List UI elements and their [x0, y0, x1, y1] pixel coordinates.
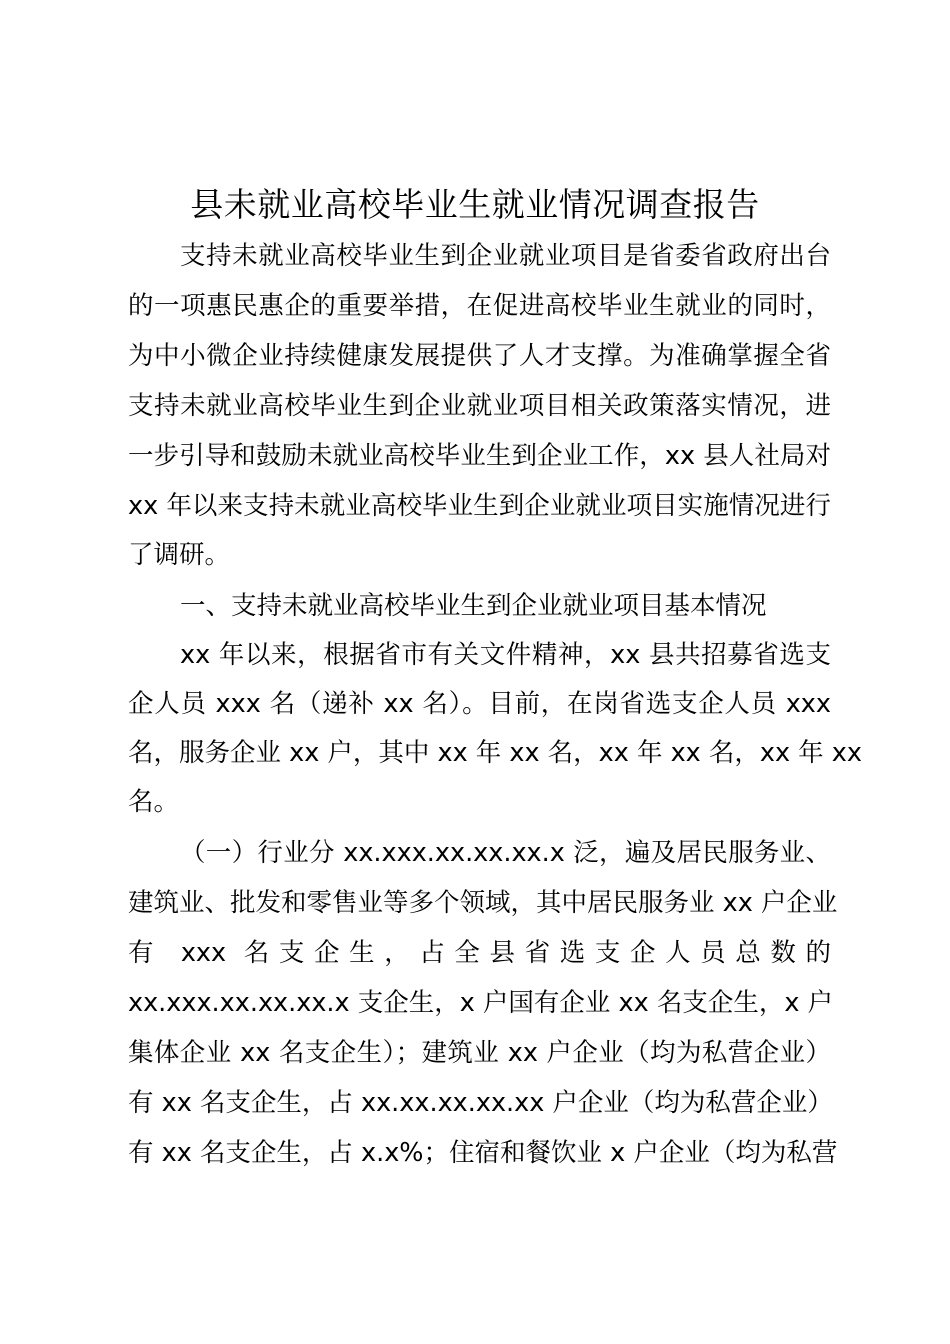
paragraph-1-line-6: xx 年以来支持未就业高校毕业生到企业就业项目实施情况进行	[128, 491, 831, 521]
paragraph-1-line-1: 支持未就业高校毕业生到企业就业项目是省委省政府出台	[180, 241, 831, 271]
paragraph-3-line-3: 有 xxx 名支企生，占全县省选支企人员总数的	[128, 938, 831, 968]
paragraph-1-line-4: 支持未就业高校毕业生到企业就业项目相关政策落实情况，进	[128, 391, 831, 421]
paragraph-1-line-2: 的一项惠民惠企的重要举措，在促进高校毕业生就业的同时，	[128, 291, 831, 321]
paragraph-1-line-3: 为中小微企业持续健康发展提供了人才支撑。为准确掌握全省	[128, 341, 831, 371]
paragraph-2-line-1: xx 年以来，根据省市有关文件精神，xx 县共招募省选支	[180, 640, 831, 670]
paragraph-1-line-5: 一步引导和鼓励未就业高校毕业生到企业工作，xx 县人社局对	[128, 441, 831, 471]
paragraph-3-line-1: （一）行业分 xx.xxx.xx.xx.xx.x 泛，遍及居民服务业、	[180, 838, 831, 868]
paragraph-2-line-4: 名。	[128, 787, 180, 817]
paragraph-2-line-3: 名，服务企业 xx 户，其中 xx 年 xx 名，xx 年 xx 名，xx 年 xx	[128, 738, 862, 768]
paragraph-1-line-7: 了调研。	[128, 540, 231, 570]
paragraph-3-line-4: xx.xxx.xx.xx.xx.x 支企生，x 户国有企业 xx 名支企生，x 户	[128, 988, 834, 1018]
paragraph-2-line-2: 企人员 xxx 名（递补 xx 名）。目前，在岗省选支企人员 xxx	[128, 689, 831, 719]
paragraph-3-line-5: 集体企业 xx 名支企生）；建筑业 xx 户企业（均为私营企业）	[128, 1038, 831, 1068]
document-title: 县未就业高校毕业生就业情况调查报告	[190, 185, 760, 224]
paragraph-3-line-7: 有 xx 名支企生，占 x.x%；住宿和餐饮业 x 户企业（均为私营	[128, 1138, 838, 1168]
paragraph-3-line-2: 建筑业、批发和零售业等多个领域，其中居民服务业 xx 户企业	[128, 888, 838, 918]
paragraph-3-line-6: 有 xx 名支企生，占 xx.xx.xx.xx.xx 户企业（均为私营企业）	[128, 1088, 833, 1118]
section-heading-1: 一、支持未就业高校毕业生到企业就业项目基本情况	[180, 591, 767, 621]
